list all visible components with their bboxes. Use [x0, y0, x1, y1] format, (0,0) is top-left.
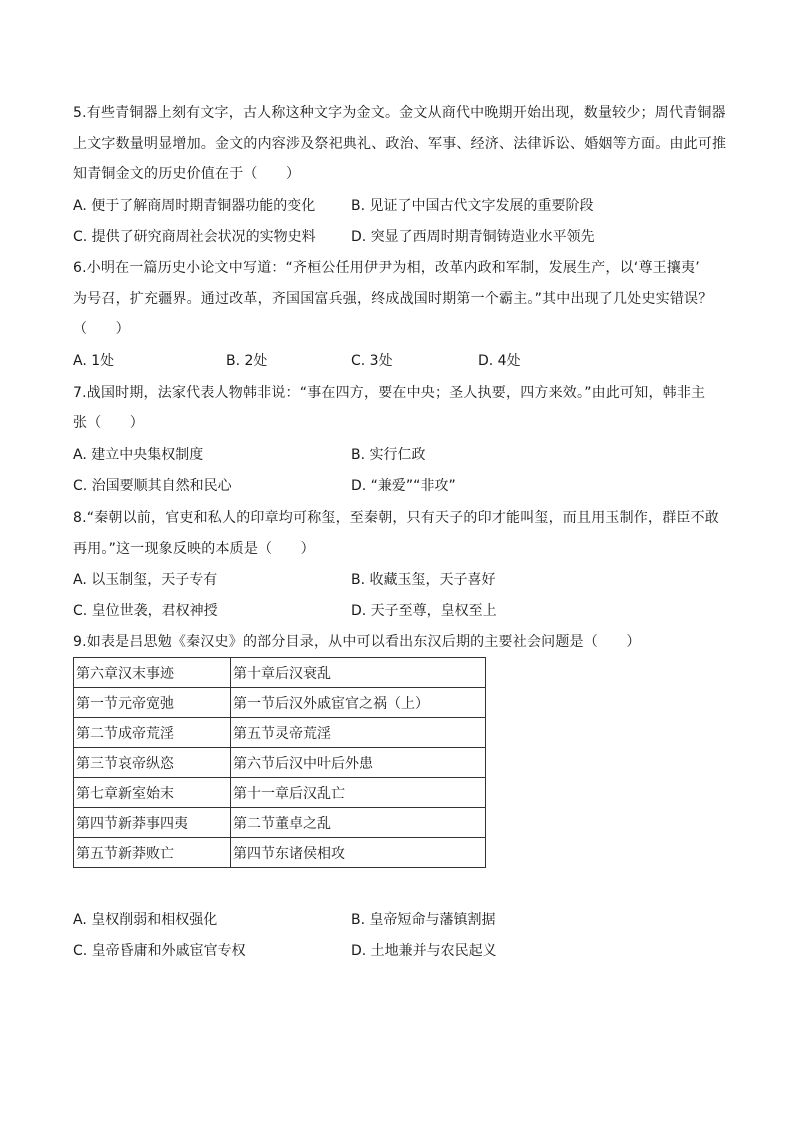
q7-stem-line-2: 张（ ） — [73, 415, 144, 431]
q8-option-b[interactable]: B. 收藏玉玺，天子喜好 — [351, 572, 496, 588]
table-row — [74, 688, 486, 718]
q7-option-c[interactable]: C. 治国要顺其自然和民心 — [73, 478, 232, 494]
q8-option-c[interactable]: C. 皇位世袭，君权神授 — [73, 603, 218, 619]
table-cell: 第七章新室始末 — [74, 778, 231, 808]
q8-option-a[interactable]: A. 以玉制玺，天子专有 — [73, 572, 218, 588]
q5-option-a[interactable]: A. 便于了解商周时期青铜器功能的变化 — [73, 198, 316, 214]
table-cell: 第一节元帝宽弛 — [74, 688, 231, 718]
table-row — [74, 748, 486, 778]
q5-option-c[interactable]: C. 提供了研究商周社会状况的实物史料 — [73, 229, 316, 245]
table-cell: 第五节新莽败亡 — [74, 838, 231, 868]
q5-option-b[interactable]: B. 见证了中国古代文字发展的重要阶段 — [351, 198, 594, 214]
table-cell: 第二节董卓之乱 — [231, 808, 486, 838]
table-cell: 第二节成帝荒淫 — [74, 718, 231, 748]
q7-option-d[interactable]: D. “兼爱”“非攻” — [351, 478, 456, 494]
q7-option-a[interactable]: A. 建立中央集权制度 — [73, 447, 204, 463]
q8-stem-line-1: 8.“秦朝以前，官吏和私人的印章均可称玺，至秦朝，只有天子的印才能叫玺，而且用玉制作，群臣不敢 — [73, 510, 720, 526]
q6-option-a[interactable]: A. 1处 — [73, 353, 115, 369]
q9-stem-line-1: 9.如表是吕思勉《秦汉史》的部分目录，从中可以看出东汉后期的主要社会问题是（ ） — [73, 634, 641, 650]
table-row — [74, 808, 486, 838]
q7-stem-line-1: 7.战国时期，法家代表人物韩非说：“事在四方，要在中央；圣人执要，四方来效。”由此可知，韩非主 — [73, 385, 706, 401]
q5-stem-line-2: 上文字数量明显增加。金文的内容涉及祭祀典礼、政治、军事、经济、法律诉讼、婚姻等方面。由此可推 — [73, 136, 727, 152]
q9-option-b[interactable]: B. 皇帝短命与藩镇割据 — [351, 912, 496, 928]
table-cell: 第三节哀帝纵恣 — [74, 748, 231, 778]
q8-stem-line-2: 再用。”这一现象反映的本质是（ ） — [73, 541, 315, 557]
table-row — [74, 838, 486, 868]
q6-option-b[interactable]: B. 2处 — [226, 353, 268, 369]
q6-option-c[interactable]: C. 3处 — [351, 353, 393, 369]
q5-stem-line-3: 知青铜金文的历史价值在于（ ） — [73, 166, 301, 182]
q5-option-d[interactable]: D. 突显了西周时期青铜铸造业水平领先 — [351, 229, 595, 245]
table-cell: 第一节后汉外戚宦官之祸（上） — [231, 688, 486, 718]
table-cell: 第四节新莽事四夷 — [74, 808, 231, 838]
table-cell: 第四节东诸侯相攻 — [231, 838, 486, 868]
q7-option-b[interactable]: B. 实行仁政 — [351, 447, 426, 463]
q9-option-d[interactable]: D. 土地兼并与农民起义 — [351, 943, 497, 959]
table-row — [74, 658, 486, 688]
table-cell: 第六节后汉中叶后外患 — [231, 748, 486, 778]
table-row — [74, 778, 486, 808]
table-cell: 第六章汉末事迹 — [74, 658, 231, 688]
q6-stem-line-3: （ ） — [73, 321, 130, 337]
table-row — [74, 718, 486, 748]
q6-stem-line-2: 为号召，扩充疆界。通过改革，齐国国富兵强，终成战国时期第一个霸主。”其中出现了几处史实错误？ — [73, 291, 713, 307]
q6-stem-line-1: 6.小明在一篇历史小论文中写道：“齐桓公任用伊尹为相，改革内政和军制，发展生产，以‘尊王攘夷’ — [73, 260, 700, 276]
q8-option-d[interactable]: D. 天子至尊，皇权至上 — [351, 603, 497, 619]
q5-stem-line-1: 5.有些青铜器上刻有文字，古人称这种文字为金文。金文从商代中晚期开始出现，数量较少；周代青铜器 — [73, 105, 726, 121]
table-cell: 第十章后汉衰乱 — [231, 658, 486, 688]
q9-toc-table — [73, 657, 486, 868]
table-cell: 第五节灵帝荒淫 — [231, 718, 486, 748]
table-cell: 第十一章后汉乱亡 — [231, 778, 486, 808]
q6-option-d[interactable]: D. 4处 — [478, 353, 521, 369]
q9-option-c[interactable]: C. 皇帝昏庸和外戚宦官专权 — [73, 943, 246, 959]
q9-option-a[interactable]: A. 皇权削弱和相权强化 — [73, 912, 218, 928]
